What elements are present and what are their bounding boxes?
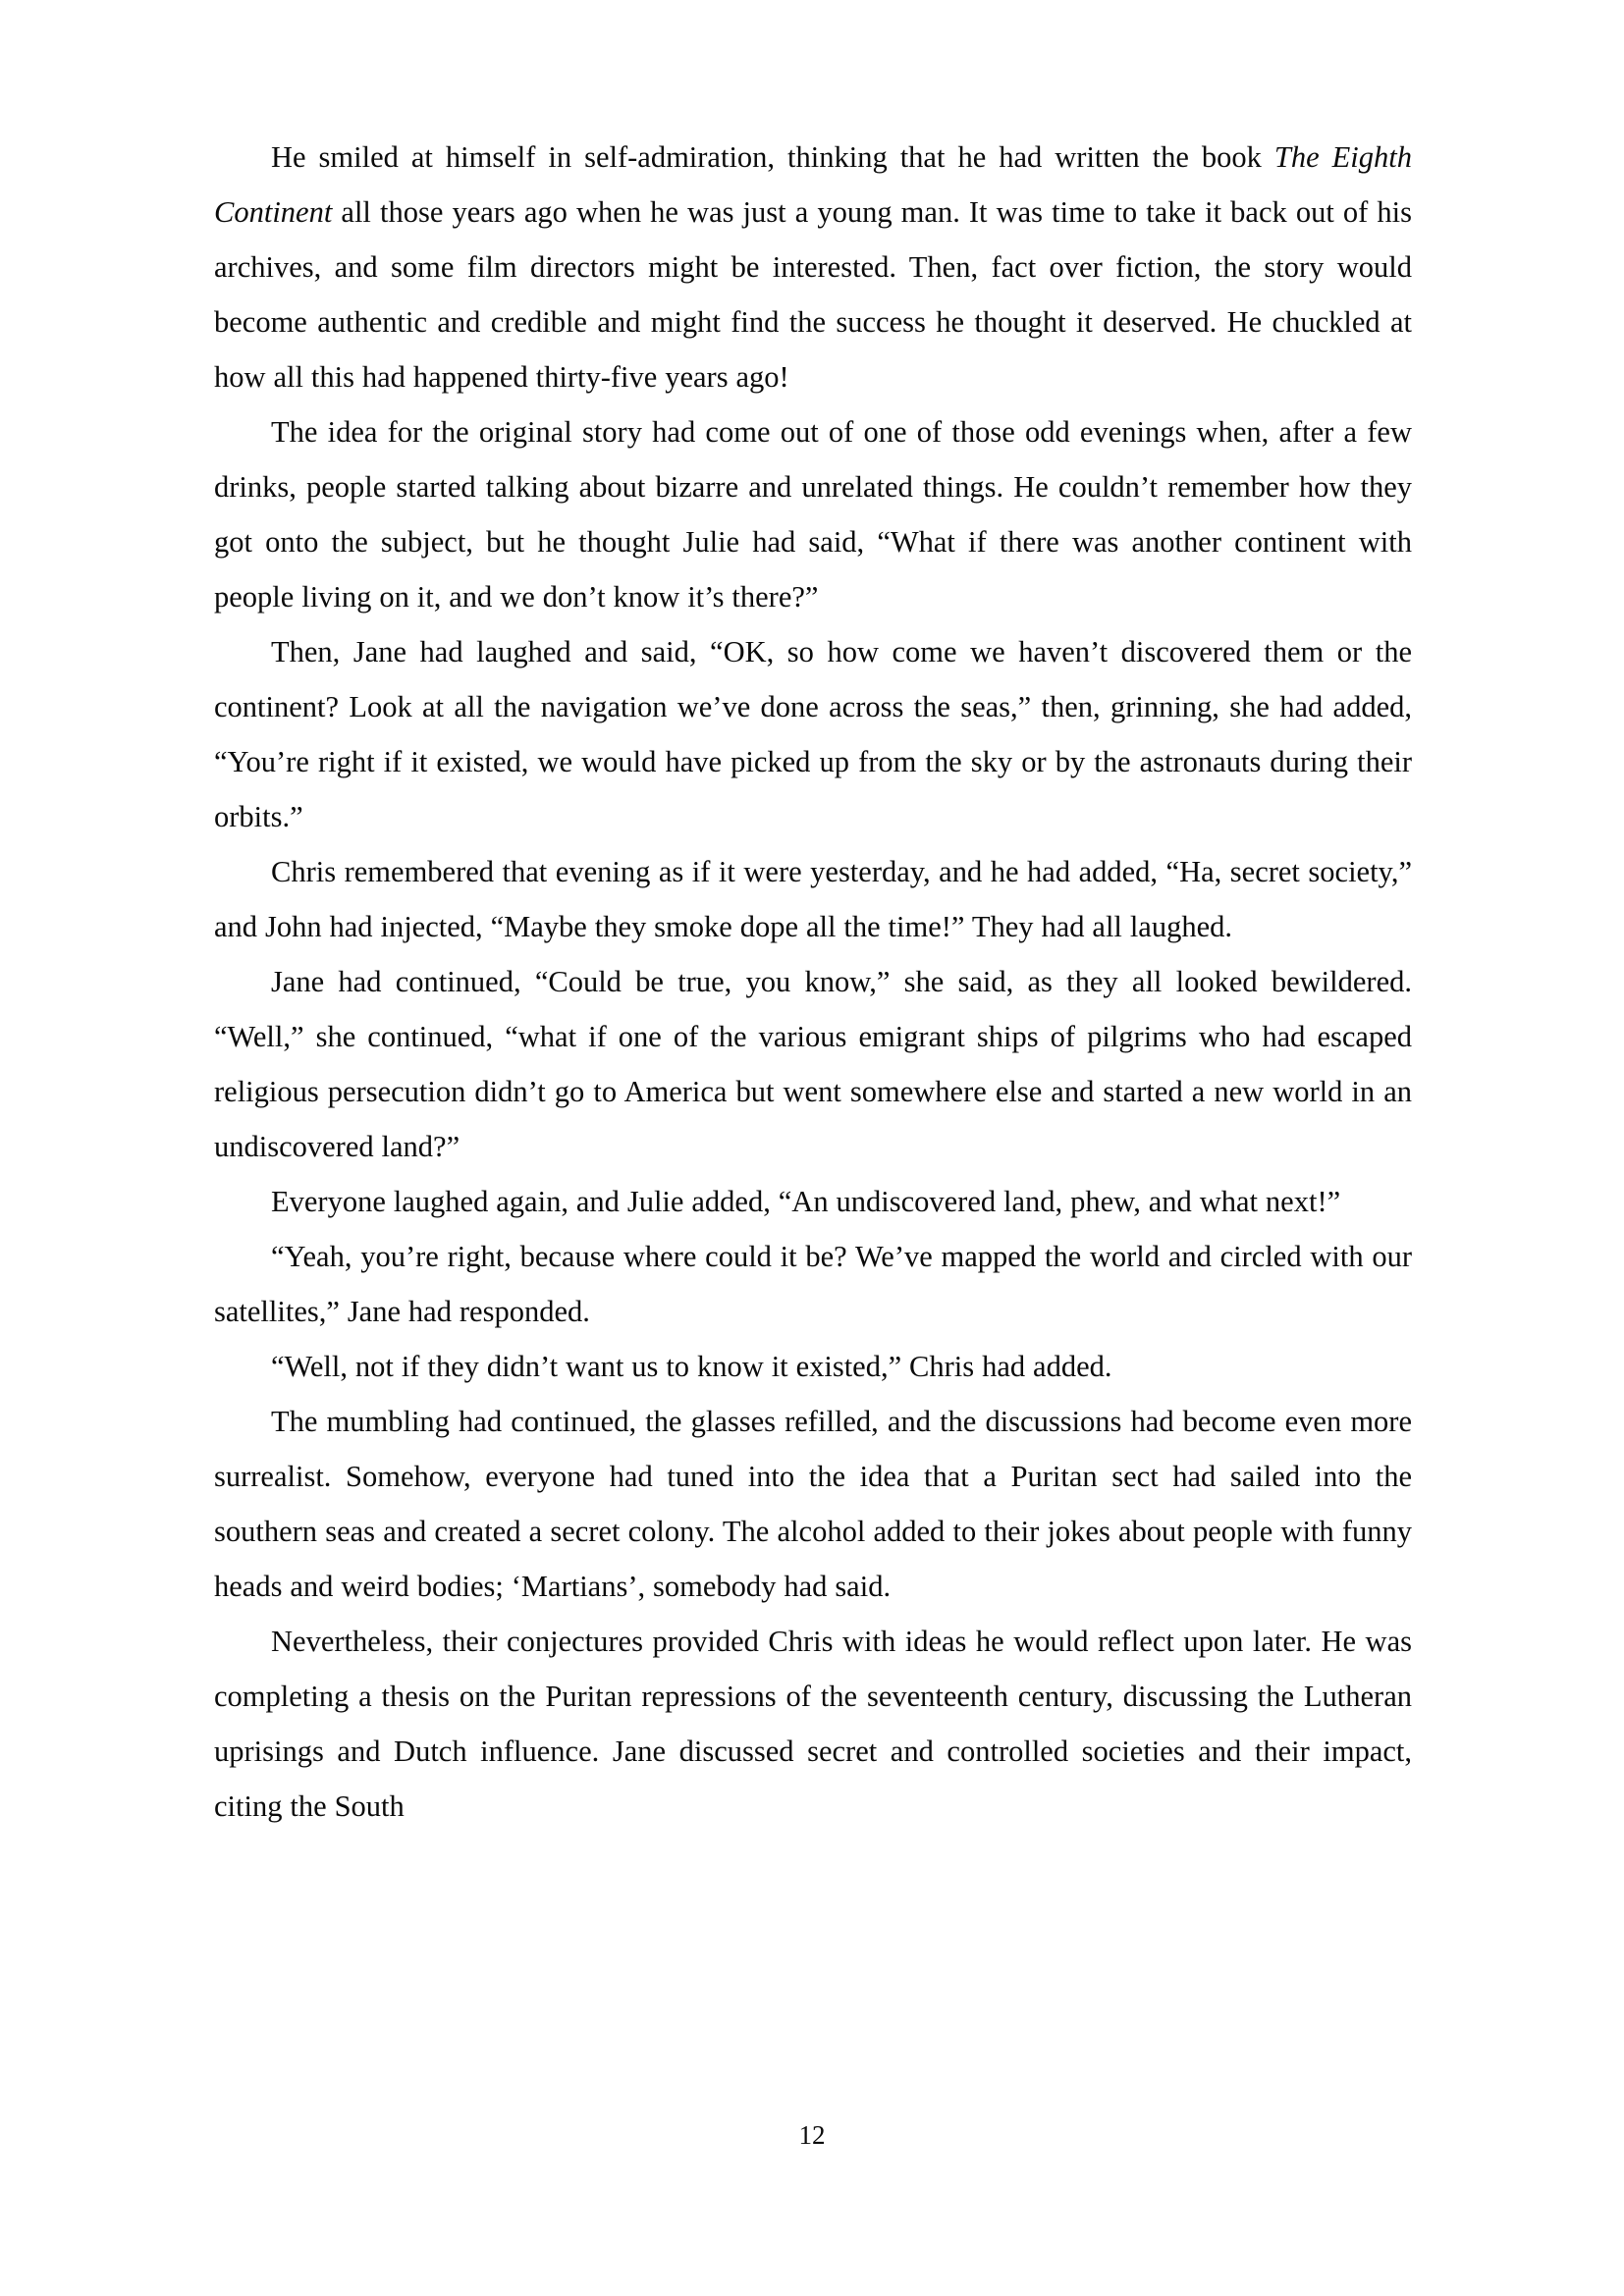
paragraph xyxy=(214,624,1412,844)
paragraph xyxy=(214,404,1412,624)
text-run: The mumbling had continued, the glasses refilled, and the discussions had become even more surrealist. Somehow, everyone had tuned into the idea that a Puritan sect had sailed into the southern seas and created a secret colony. The alcohol added to their jokes about people with funny heads and weird bodies; ‘Martians’, somebody had said. xyxy=(214,1405,1412,1603)
paragraph xyxy=(214,954,1412,1174)
text-run: Nevertheless, their conjectures provided Chris with ideas he would reflect upon later. He was completing a thesis on the Puritan repressions of the seventeenth century, discussing the Lutheran uprisings and Dutch influence. Jane discussed secret and controlled societies and their impact, citing the South xyxy=(214,1625,1412,1823)
paragraph xyxy=(214,1229,1412,1339)
text-run: Chris remembered that evening as if it were yesterday, and he had added, “Ha, secret society,” and John had injected, “Maybe they smoke dope all the time!” They had all laughed. xyxy=(214,855,1412,943)
paragraph xyxy=(214,1614,1412,1834)
text-run: Jane had continued, “Could be true, you know,” she said, as they all looked bewildered. “Well,” she continued, “what if one of the various emigrant ships of pilgrims who had escaped religious persecution didn’t go to America but went somewhere else and started a new world in an undiscovered land?” xyxy=(214,965,1412,1163)
page-number: 12 xyxy=(798,2120,826,2150)
paragraph xyxy=(214,1174,1412,1229)
text-run: “Well, not if they didn’t want us to know it existed,” Chris had added. xyxy=(271,1350,1112,1383)
text-run: The idea for the original story had come out of one of those odd evenings when, after a few drinks, people started talking about bizarre and unrelated things. He couldn’t remember how they got onto the subject, but he thought Julie had said, “What if there was another continent with people living on it, and we don’t know it’s there?” xyxy=(214,415,1412,614)
paragraph xyxy=(214,1339,1412,1394)
text-run: He smiled at himself in self-admiration, thinking that he had written the book xyxy=(271,140,1274,174)
text-run: “Yeah, you’re right, because where could it be? We’ve mapped the world and circled with our satellites,” Jane had responded. xyxy=(214,1240,1412,1328)
text-run: Then, Jane had laughed and said, “OK, so how come we haven’t discovered them or the continent? Look at all the navigation we’ve done across the seas,” then, grinning, she had added, “You’re right if it existed, we would have picked up from the sky or by the astronauts during their orbits.” xyxy=(214,635,1412,833)
italic-title: The Eighth Continent xyxy=(214,140,1412,229)
text-run: Everyone laughed again, and Julie added, “An undiscovered land, phew, and what next!” xyxy=(271,1185,1341,1218)
body-text-block xyxy=(214,130,1412,1834)
text-run: all those years ago when he was just a young man. It was time to take it back out of his archives, and some film directors might be interested. Then, fact over fiction, the story would become authentic and credible and might find the success he thought it deserved. He chuckled at how all this had happened thirty-five years ago! xyxy=(214,195,1412,394)
paragraph xyxy=(214,844,1412,954)
paragraph xyxy=(214,1394,1412,1614)
paragraph xyxy=(214,130,1412,404)
